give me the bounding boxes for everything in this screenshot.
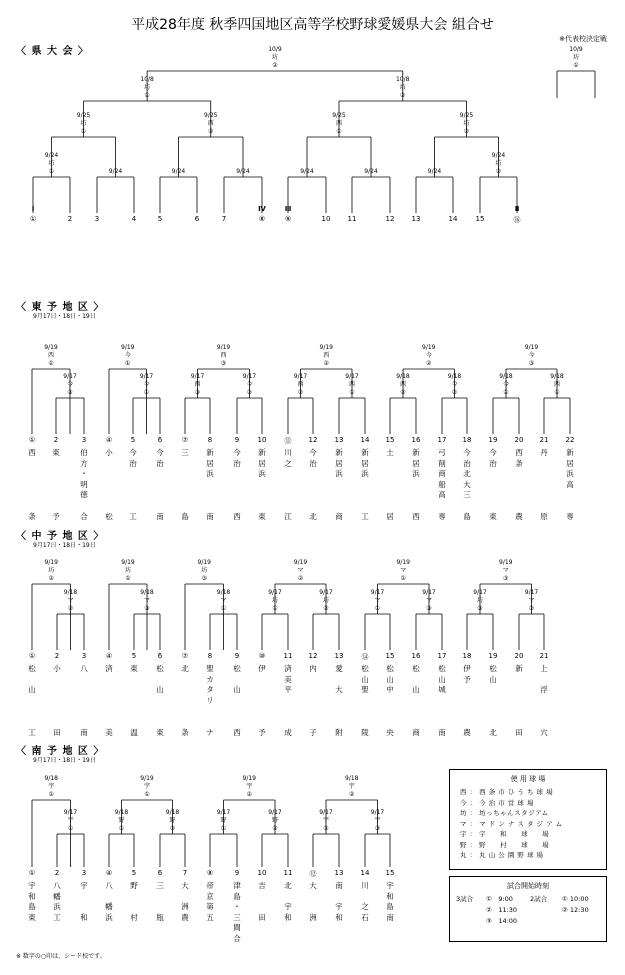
team-name: 済 美 平 [284,664,292,694]
team-name: 聖 カ タ リ [206,664,214,705]
section-label-chuyo: 〈 中 予 地 区 〉 [16,531,105,542]
team-name-end: 農 [515,512,523,521]
leaf-number: 19 [488,652,498,660]
footnote: ※ 数字の○印は、シード校です。 [16,953,106,960]
team-name: 宇 和 [80,881,88,922]
team-name: 西 [28,448,36,457]
team-name: 津 島 ・ 三 間 合 [233,881,241,943]
match-node-top: 9/19 西 ① [44,344,58,367]
team-name-end: 居 [386,512,394,521]
team-name-end: 穴 [540,728,548,737]
leaf-number: ⑯ [513,216,521,224]
times-title: 試合開始時刻 [507,882,549,890]
team-name: 川 之 石 [361,881,369,922]
team-name-end: 附 [335,728,343,737]
match-node-r1: 9/24 坊 ② [491,152,506,175]
team-name-end: 子 [309,728,317,737]
leaf-number: 7 [182,869,188,877]
legend-row: マ ： マ ド ン ナ ス タ ジ ア ム [460,819,563,828]
match-node-sub: 9/17 マ ③ [422,589,436,612]
match-node-r1: 9/24 [171,168,186,175]
team-name-end: 西 [412,512,420,521]
team-name: 宇 和 島 南 [386,881,394,922]
team-name: 東 [130,664,138,673]
leaf-number: ⑭ [361,653,369,661]
team-name: 帝 京 第 五 [206,881,214,922]
leaf-number: 2 [53,436,59,444]
team-name: 松 山 [412,664,420,694]
leaf-number: 18 [462,652,472,660]
team-name: 新 居 浜 [361,448,369,478]
match-node-r2: 9/25 坊 ① [76,112,91,135]
leaf-number: 18 [462,436,472,444]
team-name-end: 専 [566,512,574,521]
team-name-end: 東 [258,512,266,521]
leaf-number: 21 [539,652,549,660]
team-name: 川 之 [284,448,292,468]
leaf-number: ① [28,869,36,877]
team-name-end: 江 [284,512,292,521]
leaf-number: 22 [565,436,575,444]
leaf-number: 12 [308,652,318,660]
match-node-r1: 9/24 [108,168,123,175]
match-node-sub: 9/17 今 ③ [63,373,77,396]
legend-row: 野 ： 野 村 球 場 [460,840,550,849]
team-name: 松 山 聖 [361,664,369,694]
match-node-sub: 9/17 宇 ① [63,809,78,832]
leaf-number: 15 [385,436,395,444]
match-node-r1: 9/24 [236,168,250,175]
team-name-end: 合 [80,512,88,521]
match-node-r2: 9/25 坊 ② [459,112,474,135]
leaf-number: 6 [157,652,163,660]
match-node-top: 9/19 今 ② [422,344,436,367]
team-name-end: 予 [52,512,60,521]
team-name-end: 温 [130,728,138,737]
team-name: 三 瓶 [156,881,164,922]
match-node-top: 9/18 宇 ① [44,775,58,798]
region-mark: Ⅱ [514,205,520,213]
match-node-top: 9/19 坊 ② [44,559,58,582]
leaf-number: 15 [385,869,395,877]
leaf-number: 5 [130,436,136,444]
team-name: 弓 削 商 船 高 [438,448,446,499]
leaf-number: 19 [488,436,498,444]
match-node-sub: 9/17 西 ② [293,373,308,396]
team-name: 上 浮 [540,664,548,694]
team-name-end: 工 [361,512,369,521]
leaf-number: 16 [411,652,421,660]
team-name: 松 山 [156,664,164,694]
team-name-end: 北 [489,728,497,737]
match-node-sub: 9/18 今 ① [499,373,513,396]
leaf-number: 3 [81,436,87,444]
team-name: 北 宇 和 [284,881,292,922]
team-name-end: 松 [105,512,113,521]
team-name: 今 治 [129,448,137,468]
team-name: 八 [80,664,88,673]
match-node-sub: 9/17 今 ① [139,373,154,396]
match-node-sub: 9/18 西 ① [550,373,564,396]
match-node-r1: 9/24 [300,168,314,175]
region-mark: Ⅰ [31,205,35,213]
leaf-number: ① [29,215,37,223]
leaf-number: 10 [257,869,267,877]
match-node-sub: 9/18 西 ② [396,373,410,396]
times-cell: ① 10:00 [562,895,589,903]
leaf-number: 17 [437,652,447,660]
team-name: 伊 [258,664,266,673]
times-cell: ② 11:30 [486,906,518,914]
team-name-end: 北 [309,512,317,521]
team-name-end: 田 [53,728,61,737]
leaf-number: 5 [157,215,163,223]
team-name-end: 東 [156,728,164,737]
leaf-number: 3 [94,215,100,223]
team-name-end: 西 [233,728,241,737]
leaf-number: 8 [207,652,213,660]
match-node-top: 9/19 マ ③ [499,559,513,582]
leaf-number: ⑨ [284,215,292,223]
leaf-number: 2 [67,215,73,223]
match-node-top: 9/19 宇 ① [140,775,154,798]
leaf-number: ④ [105,869,113,877]
team-name: 伊 予 [463,664,471,684]
leaf-number: ⑩ [258,652,266,660]
match-node-final: 10/9 坊 ② [268,46,282,69]
team-name: 伯 方 ・ 明 徳 [80,448,88,499]
times-cell: 3試合 [456,895,474,903]
team-name: 丹 [540,448,548,457]
team-name-end: 専 [438,512,446,521]
match-node-sub: 9/17 坊 ③ [473,589,487,612]
section-date-chuyo: 9月17日・18日・19日 [33,542,96,549]
leaf-number: 11 [283,652,293,660]
match-node-sub: 9/17 坊 ① [268,589,282,612]
match-node-top: 9/19 マ ② [293,559,308,582]
team-name-end: ナ [206,728,214,737]
team-name: 今 治 [156,448,164,468]
match-node-representative: 10/9 坊 ① [569,46,583,69]
legend-title: 使 用 球 場 [510,775,546,783]
team-name-end: 南 [438,728,446,737]
team-name: 大 洲 農 [181,881,189,922]
leaf-number: ④ [105,652,113,660]
legend-row: 今 ： 今 治 市 営 球 場 [460,798,534,807]
leaf-number: ① [28,436,36,444]
match-node-top: 9/19 宇 ② [242,775,256,798]
team-name: 宇 和 島 東 [28,881,36,922]
leaf-number: 12 [385,215,395,223]
team-name-end: 商 [412,728,420,737]
team-name-end: 工 [129,512,137,521]
team-name-end: 田 [515,728,523,737]
times-cell: ① 9:00 [486,895,513,903]
team-name-end: 工 [28,728,36,737]
match-node-top: 9/19 西 ③ [216,344,231,367]
leaf-number: 16 [411,436,421,444]
leaf-number: 13 [334,652,344,660]
team-name: 野 村 [130,881,138,922]
team-name-end: 陵 [361,728,369,737]
leaf-number: ⑪ [284,437,292,445]
team-name: 大 洲 [309,881,317,922]
team-name-end: 商 [335,512,343,521]
leaf-number: 2 [54,652,60,660]
section-label-nanyo: 〈 南 予 地 区 〉 [16,746,105,757]
start-times-box [449,876,607,942]
leaf-number: 13 [411,215,421,223]
match-node-top: 9/18 宇 ② [345,775,359,798]
team-name-end: 原 [540,512,548,521]
match-node-sub: 9/17 野 ② [268,809,282,832]
team-name: 今 治 [233,448,241,468]
match-node-sub: 9/18 今 ② [447,373,462,396]
team-name: 済 [105,664,113,673]
leaf-number: 9 [234,436,240,444]
section-label-ken: 〈 県 大 会 〉 [16,46,89,57]
leaf-number: 4 [131,215,137,223]
team-name-end: 央 [386,728,394,737]
leaf-number: ④ [105,436,113,444]
leaf-number: 14 [360,436,370,444]
team-name: 小 [105,448,113,457]
leaf-number: 13 [334,436,344,444]
representative-note: ※代表校決定戦 [559,35,607,43]
match-node-sub: 9/17 宇 ③ [370,809,385,832]
leaf-number: 9 [234,652,240,660]
team-name: 新 居 浜 [258,448,266,478]
section-date-nanyo: 9月17日・18日・19日 [33,757,96,764]
legend-row: 西 ： 西 条 市 ひ う ち 球 場 [460,788,554,796]
match-node-sub: 9/18 マ ② [63,589,78,612]
times-cell: 2試合 [530,895,548,903]
leaf-number: 15 [385,652,395,660]
team-name: 新 居 浜 高 [566,448,574,489]
match-node-r2: 9/25 西 ① [332,112,346,135]
team-name: 北 [181,664,189,673]
legend-row: 丸 ： 丸 山 公 園 野 球 場 [460,851,544,859]
team-name-end: 南 [80,728,88,737]
leaf-number: 3 [81,869,87,877]
team-name: 南 宇 和 [335,881,343,922]
match-node-sub: 9/17 野 ① [216,809,231,832]
match-node-top: 9/19 坊 ① [121,559,135,582]
match-node-r3: 10/8 坊 ② [396,76,410,99]
match-node-r1: 9/24 [427,168,442,175]
leaf-number: 14 [448,215,458,223]
leaf-number: 9 [234,869,240,877]
leaf-number: 12 [308,436,318,444]
leaf-number: 3 [81,652,87,660]
leaf-number: 6 [157,869,163,877]
match-node-top: 9/19 今 ① [121,344,135,367]
team-name-end: 予 [258,728,266,737]
match-node-r3: 10/8 坊 ① [140,76,154,99]
team-name: 八 幡 浜 [105,881,113,922]
region-mark: Ⅲ [284,205,292,213]
match-node-sub: 9/18 野 ① [114,809,129,832]
team-name: 今 治 [489,448,497,468]
leaf-number: 13 [334,869,344,877]
team-name: 小 [53,664,61,673]
page-title: 平成28年度 秋季四国地区高等学校野球愛媛県大会 組合せ [131,17,494,33]
team-name: 新 [515,664,523,673]
leaf-number: 20 [514,652,524,660]
team-name: 土 [386,448,394,457]
times-row [450,916,606,927]
legend-row: 宇 ： 宇 和 球 場 [460,830,550,838]
leaf-number: ⑧ [206,869,214,877]
team-name: 松 山 中 [386,664,394,694]
team-name-end: 南 [206,512,214,521]
leaf-number: 21 [539,436,549,444]
leaf-number: 5 [131,652,137,660]
match-node-sub: 9/17 坊 ② [319,589,333,612]
match-node-top: 9/19 西 ② [319,344,333,367]
times-cell: ③ 14:00 [486,917,518,925]
team-name-end: 東 [489,512,497,521]
leaf-number: ⑦ [181,436,189,444]
team-name: 今 治 北 大 三 [463,448,471,499]
leaf-number: 14 [360,869,370,877]
match-node-sub: 9/18 マ ③ [140,589,154,612]
team-name: 東 [52,448,60,457]
team-name: 松 山 城 [438,664,446,694]
team-name-end: 西 [233,512,241,521]
team-name: 松 山 [489,664,497,684]
leaf-number: 6 [194,215,200,223]
leaf-number: ⑧ [258,215,266,223]
match-node-sub: 9/17 マ ② [524,589,539,612]
leaf-number: 7 [221,215,227,223]
leaf-number: 11 [283,869,293,877]
match-node-sub: 9/17 西 ③ [190,373,205,396]
leaf-number: ⑫ [309,870,317,878]
match-node-sub: 9/18 野 ② [165,809,180,832]
team-name-end: 島 [463,512,471,521]
team-name: 新 居 浜 [335,448,343,478]
leaf-number: 5 [131,869,137,877]
leaf-number: 11 [347,215,357,223]
team-name: 吉 田 [258,881,266,922]
team-name-end: 条 [28,512,36,521]
match-node-r1: 9/24 [364,168,378,175]
match-node-sub: 9/17 宇 ② [319,809,333,832]
match-node-r2: 9/25 西 ② [204,112,218,135]
match-node-sub: 9/17 マ ① [370,589,385,612]
section-label-toyo: 〈 東 予 地 区 〉 [16,302,105,313]
times-row [450,894,606,905]
match-node-sub: 9/17 今 ② [242,373,257,396]
team-name-end: 南 [156,512,164,521]
leaf-number: 10 [321,215,331,223]
team-name-end: 成 [284,728,292,737]
team-name: 西 条 [515,448,523,468]
leaf-number: 6 [157,436,163,444]
leaf-number: 20 [514,436,524,444]
match-node-top: 9/19 今 ③ [524,344,539,367]
match-node-sub: 9/17 西 ① [345,373,359,396]
times-cell: ② 12:30 [562,906,589,914]
section-date-toyo: 9月17日・18日・19日 [33,313,96,320]
leaf-number: 17 [437,436,447,444]
team-name-end: 条 [181,728,189,737]
region-mark: Ⅳ [258,205,266,213]
match-node-r1: 9/24 坊 ① [44,152,59,175]
team-name: 愛 大 [335,664,343,694]
leaf-number: 8 [207,436,213,444]
team-name: 三 [181,448,189,457]
team-name: 松 山 [233,664,241,694]
leaf-number: 10 [257,436,267,444]
team-name: 今 治 [309,448,317,468]
match-node-sub: 9/18 マ ① [216,589,231,612]
match-node-top: 9/19 坊 ③ [197,559,211,582]
team-name-end: 農 [463,728,471,737]
times-row [450,905,606,916]
team-name: 新 居 浜 [412,448,420,478]
team-name: 内 [309,664,317,673]
stadium-legend [449,769,607,870]
team-name: 松 山 [28,664,36,694]
legend-row: 坊 ： 坊っちゃんスタジアム [460,809,549,817]
leaf-number: ⑦ [181,652,189,660]
leaf-number: ① [28,652,36,660]
match-node-top: 9/19 マ ① [396,559,410,582]
leaf-number: 2 [54,869,60,877]
team-name-end: 島 [181,512,189,521]
team-name: 新 居 浜 [206,448,214,478]
team-name: 八 幡 浜 工 [53,881,61,922]
leaf-number: 15 [475,215,485,223]
team-name-end: 美 [105,728,113,737]
